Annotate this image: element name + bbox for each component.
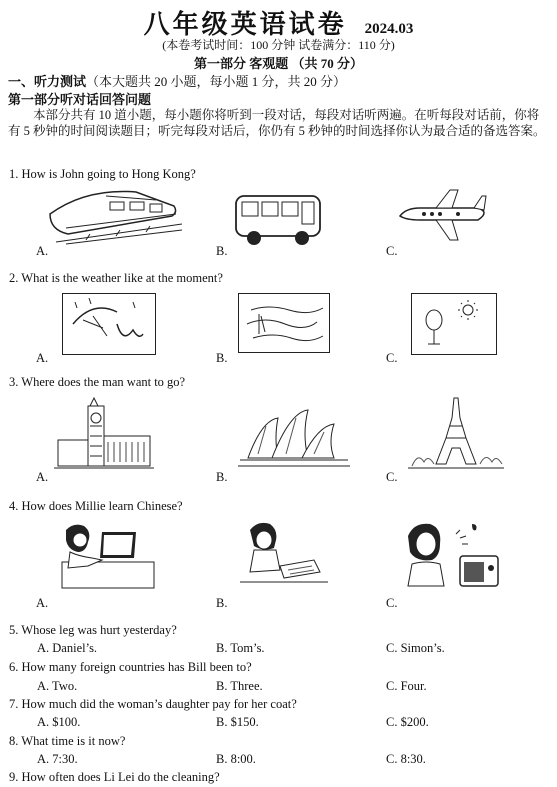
q4-option-a[interactable]: A. <box>36 596 49 610</box>
q6-option-b[interactable]: B. Three. <box>216 679 263 693</box>
q4-option-b[interactable]: B. <box>216 596 228 610</box>
q8-option-b[interactable]: B. 8:00. <box>216 752 256 766</box>
rainy-weather-icon <box>62 293 156 355</box>
q2-option-c[interactable]: C. <box>386 351 398 365</box>
question-6: 6. How many foreign countries has Bill been to? <box>9 660 252 674</box>
q2-option-a[interactable]: A. <box>36 351 49 365</box>
opera-house-icon <box>238 404 350 470</box>
section-heading <box>8 71 346 90</box>
q8-option-a[interactable]: A. 7:30. <box>37 752 78 766</box>
sub-heading: 第一部分听对话回答问题 <box>8 92 152 107</box>
sunny-weather-icon <box>411 293 497 355</box>
question-9: 9. How often does Li Lei do the cleaning? <box>9 770 220 784</box>
question-8: 8. What time is it now? <box>9 734 126 748</box>
exam-title-text: 八年级英语试卷 <box>143 10 347 40</box>
q1-option-a[interactable]: A. <box>36 244 49 258</box>
question-4: 4. How does Millie learn Chinese? <box>9 499 183 513</box>
section-heading-title: 一、听力测试 <box>8 74 87 89</box>
q8-option-c[interactable]: C. 8:30. <box>386 752 426 766</box>
airplane-icon <box>396 186 492 244</box>
bus-icon <box>232 190 324 248</box>
q7-option-b[interactable]: B. $150. <box>216 715 259 729</box>
question-5: 5. Whose leg was hurt yesterday? <box>9 623 177 637</box>
q1-option-c[interactable]: C. <box>386 244 398 258</box>
q7-option-a[interactable]: A. $100. <box>37 715 81 729</box>
section-heading-note: （本大题共 20 小题，每小题 1 分，共 20 分） <box>86 74 347 89</box>
q3-option-b[interactable]: B. <box>216 470 228 484</box>
q5-option-b[interactable]: B. Tom’s. <box>216 641 265 655</box>
exam-info: (本卷考试时间：100 分钟 试卷满分：110 分) <box>162 38 395 52</box>
question-7: 7. How much did the woman’s daughter pay for her coat? <box>9 697 297 711</box>
part-title: 第一部分 客观题 （共 70 分） <box>193 56 363 71</box>
big-ben-icon <box>54 396 154 470</box>
q2-option-b[interactable]: B. <box>216 351 228 365</box>
q4-option-c[interactable]: C. <box>386 596 398 610</box>
train-icon <box>46 184 186 246</box>
computer-study-icon <box>58 522 156 592</box>
q3-option-c[interactable]: C. <box>386 470 398 484</box>
instructions: 本部分共有 10 道小题，每小题你将听到一段对话，每段对话听两遍。在听每段对话前，你将有 5 秒钟的时间阅读题目；听完每段对话后，你仍有 5 秒钟的时间选择你认为最合适的备选答案。 <box>8 108 546 138</box>
q7-option-c[interactable]: C. $200. <box>386 715 429 729</box>
q6-option-c[interactable]: C. Four. <box>386 679 427 693</box>
eiffel-tower-icon <box>408 396 504 470</box>
question-2: 2. What is the weather like at the moment? <box>9 271 223 285</box>
exam-date: 2024.03 <box>364 21 414 37</box>
q5-option-a[interactable]: A. Daniel’s. <box>37 641 98 655</box>
windy-weather-icon <box>238 293 330 353</box>
q5-option-c[interactable]: C. Simon’s. <box>386 641 445 655</box>
q3-option-a[interactable]: A. <box>36 470 49 484</box>
radio-study-icon <box>402 520 502 592</box>
question-3: 3. Where does the man want to go? <box>9 375 186 389</box>
book-study-icon <box>236 520 332 592</box>
q6-option-a[interactable]: A. Two. <box>37 679 78 693</box>
question-1: 1. How is John going to Hong Kong? <box>9 167 196 181</box>
q1-option-b[interactable]: B. <box>216 244 228 258</box>
